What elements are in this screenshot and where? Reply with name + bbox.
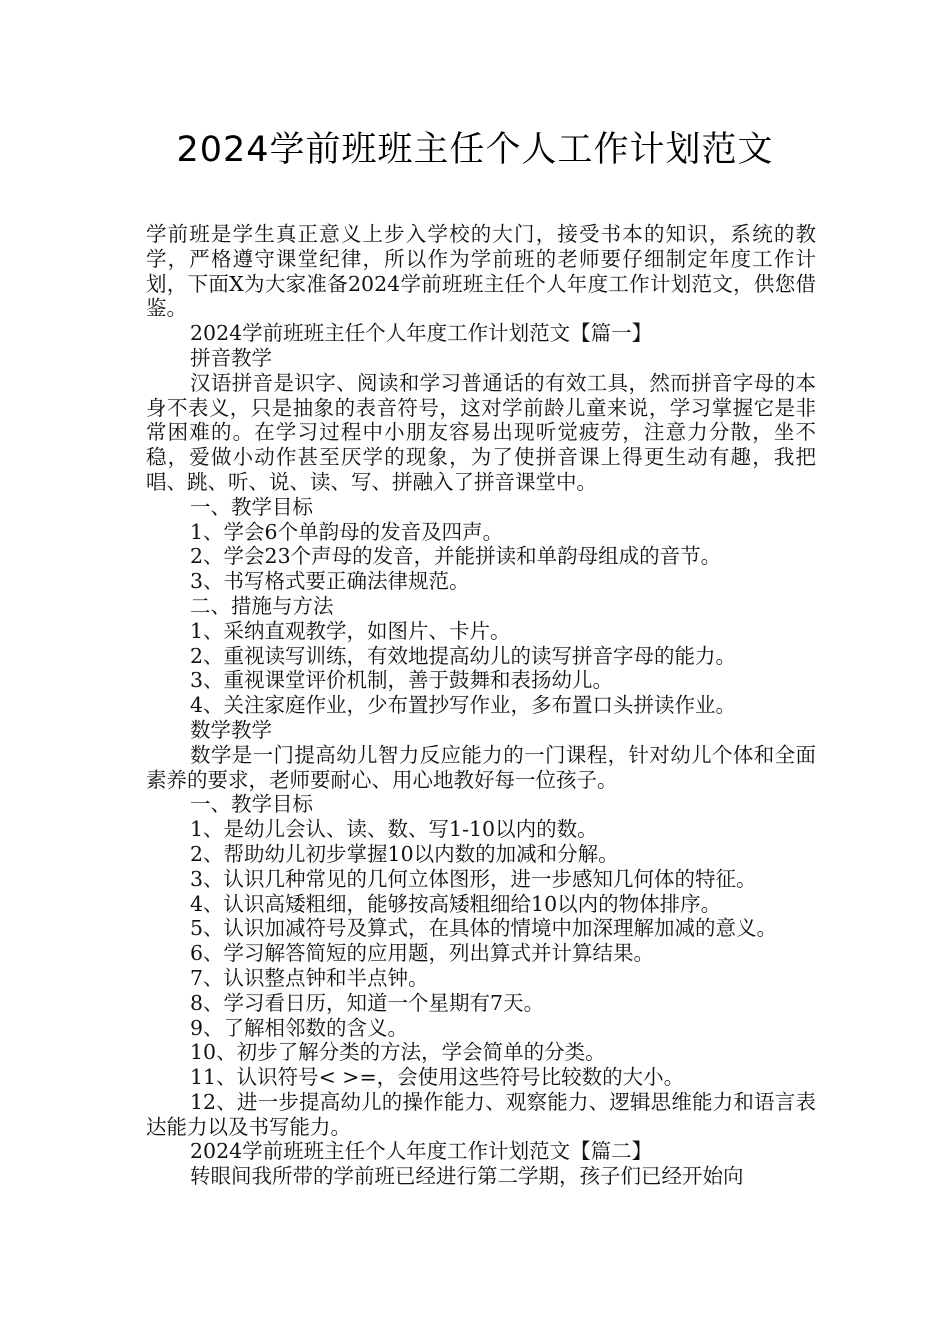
paragraph: 3、书写格式要正确法律规范。 (190, 569, 470, 594)
paragraph: 8、学习看日历，知道一个星期有7天。 (190, 990, 545, 1015)
paragraph: 一、教学目标 (190, 494, 313, 519)
paragraph: 1、采纳直观教学，如图片、卡片。 (190, 618, 511, 643)
document-body (146, 222, 816, 1189)
paragraph: 数学是一门提高幼儿智力反应能力的一门课程，针对幼儿个体和全面素养的要求，老师要耐心、用心地教好每一位孩子。 (146, 742, 816, 792)
document-title: 2024学前班班主任个人工作计划范文 (176, 130, 774, 170)
paragraph: 6、学习解答简短的应用题，列出算式并计算结果。 (190, 941, 655, 966)
paragraph: 11、认识符号< >=，会使用这些符号比较数的大小。 (190, 1065, 685, 1090)
paragraph: 2、帮助幼儿初步掌握10以内数的加减和分解。 (190, 841, 619, 866)
paragraph: 1、学会6个单韵母的发音及四声。 (190, 519, 504, 544)
paragraph: 10、初步了解分类的方法，学会简单的分类。 (190, 1040, 606, 1065)
paragraph: 4、认识高矮粗细，能够按高矮粗细给10以内的物体排序。 (190, 891, 722, 916)
paragraph: 3、认识几种常见的几何立体图形，进一步感知几何体的特征。 (190, 866, 757, 891)
paragraph: 12、进一步提高幼儿的操作能力、观察能力、逻辑思维能力和语言表达能力以及书写能力。 (146, 1089, 816, 1139)
paragraph: 2024学前班班主任个人年度工作计划范文【篇一】 (190, 321, 653, 346)
paragraph: 转眼间我所带的学前班已经进行第二学期，孩子们已经开始向 (190, 1164, 744, 1189)
paragraph: 2、重视读写训练，有效地提高幼儿的读写拼音字母的能力。 (190, 643, 737, 668)
paragraph: 学前班是学生真正意义上步入学校的大门，接受书本的知识，系统的教学，严格遵守课堂纪律，所以作为学前班的老师要仔细制定年度工作计划，下面X为大家准备2024学前班班主任个人年度工作计划范文，供您借鉴。 (146, 222, 816, 321)
paragraph: 4、关注家庭作业，少布置抄写作业，多布置口头拼读作业。 (190, 693, 737, 718)
paragraph: 一、教学目标 (190, 792, 313, 817)
paragraph: 1、是幼儿会认、读、数、写1-10以内的数。 (190, 817, 598, 842)
paragraph: 二、措施与方法 (190, 593, 334, 618)
paragraph: 3、重视课堂评价机制，善于鼓舞和表扬幼儿。 (190, 668, 614, 693)
paragraph: 2024学前班班主任个人年度工作计划范文【篇二】 (190, 1139, 653, 1164)
paragraph: 7、认识整点钟和半点钟。 (190, 965, 429, 990)
paragraph: 汉语拼音是识字、阅读和学习普通话的有效工具，然而拼音字母的本身不表义，只是抽象的表音符号，这对学前龄儿童来说，学习掌握它是非常困难的。在学习过程中小朋友容易出现听觉疲劳，注意力分散，坐不稳，爱做小动作甚至厌学的现象，为了使拼音课上得更生动有趣，我把唱、跳、听、说、读、写、拼融入了拼音课堂中。 (146, 370, 816, 494)
paragraph: 9、了解相邻数的含义。 (190, 1015, 409, 1040)
paragraph: 数学教学 (190, 717, 272, 742)
paragraph: 5、认识加减符号及算式，在具体的情境中加深理解加减的意义。 (190, 916, 778, 941)
paragraph: 2、学会23个声母的发音，并能拼读和单韵母组成的音节。 (190, 544, 722, 569)
paragraph: 拼音教学 (190, 345, 272, 370)
